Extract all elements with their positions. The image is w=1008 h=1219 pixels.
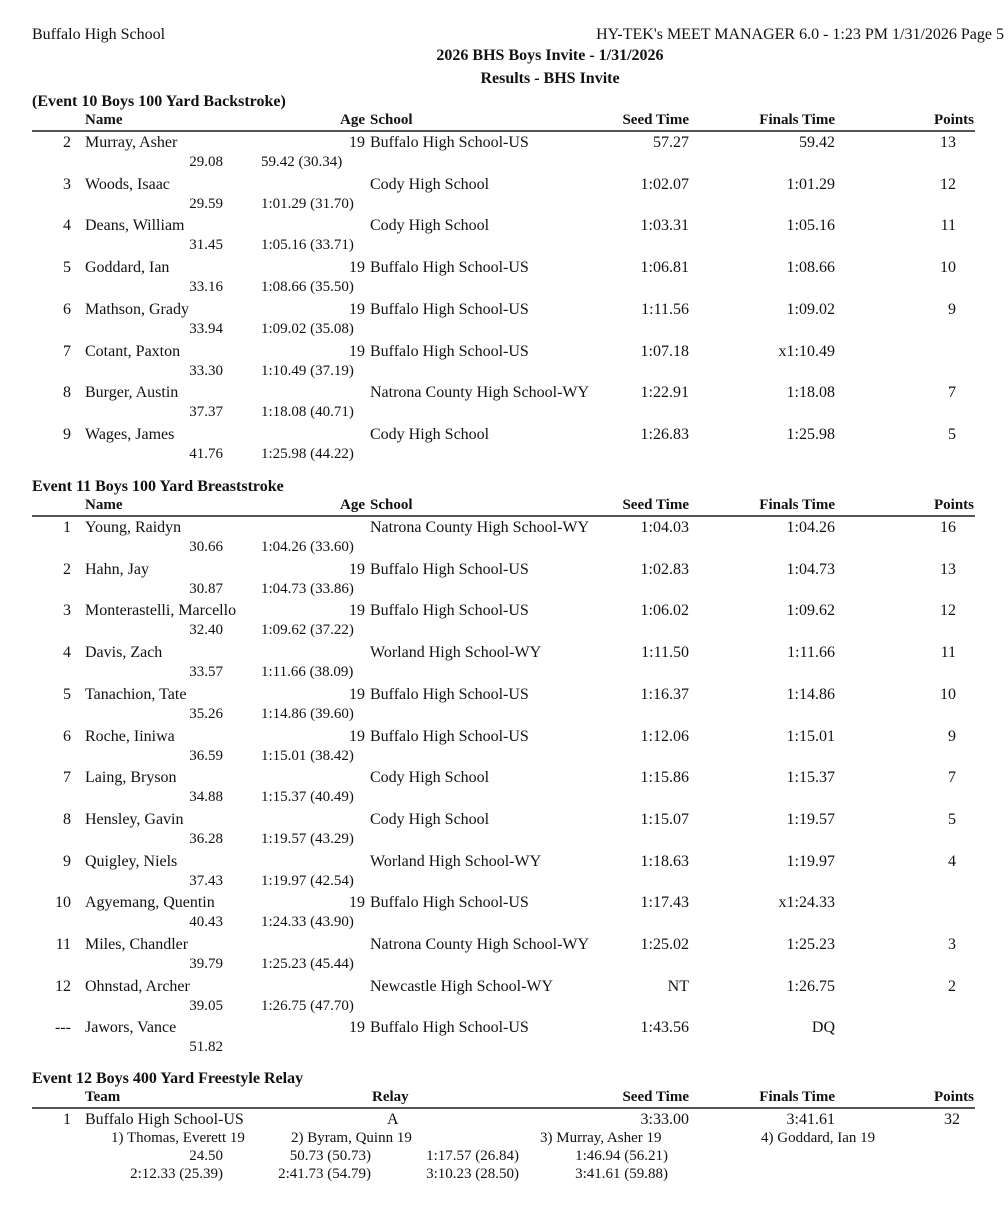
points: 11 (940, 644, 956, 662)
column-header-relay: Relay (372, 1089, 409, 1105)
relay-split: 1:46.94 (56.21) (575, 1148, 668, 1164)
seed-time: 1:06.02 (640, 602, 689, 620)
school: Buffalo High School-US (370, 894, 529, 912)
relay-split: 50.73 (50.73) (289, 1148, 371, 1164)
split-1: 40.43 (189, 914, 223, 931)
split-2: 1:05.16 (33.71) (261, 237, 354, 254)
finals-time: 1:15.01 (786, 727, 835, 745)
place: 1 (63, 519, 71, 536)
points: 7 (948, 769, 956, 787)
school: Buffalo High School-US (370, 300, 529, 318)
seed-time: 1:07.18 (640, 342, 689, 360)
seed-time: 1:15.86 (640, 769, 689, 787)
school: Buffalo High School-US (370, 134, 529, 151)
column-header-points: Points (933, 497, 974, 513)
relay-split: 2:12.33 (25.39) (130, 1166, 223, 1182)
finals-time: 1:19.57 (786, 810, 835, 828)
place: 8 (63, 810, 71, 828)
swimmer-name: Miles, Chandler (85, 936, 189, 953)
swimmer-name: Wages, James (85, 425, 175, 443)
swimmer-name: Ohnstad, Archer (85, 977, 190, 995)
column-header-school: School (370, 112, 413, 128)
place: 2 (63, 560, 71, 578)
place: 4 (63, 644, 71, 662)
seed-time: NT (667, 977, 689, 995)
split-2: 1:01.29 (31.70) (261, 195, 354, 212)
school: Cody High School (370, 810, 490, 828)
finals-time: 1:25.98 (786, 425, 835, 443)
header-divider (32, 1107, 975, 1109)
event-title: Event 12 Boys 400 Yard Freestyle Relay (32, 1070, 304, 1087)
school: Buffalo High School-US (370, 727, 529, 745)
points: 5 (948, 810, 956, 828)
school: Cody High School (370, 175, 490, 193)
place: 7 (63, 342, 71, 360)
place: 2 (63, 134, 71, 151)
swimmer-name: Tanachion, Tate (85, 685, 187, 703)
seed-time: 1:18.63 (640, 852, 689, 870)
points: 10 (940, 259, 956, 277)
age: 19 (349, 259, 365, 277)
seed-time: 1:11.50 (641, 644, 689, 662)
split-1: 37.37 (189, 404, 223, 421)
finals-time: 3:41.61 (786, 1111, 835, 1128)
age: 19 (349, 342, 365, 360)
age: 19 (349, 894, 365, 912)
relay-swimmer: 1) Thomas, Everett 19 (111, 1130, 245, 1146)
points: 4 (948, 852, 956, 870)
seed-time: 1:04.03 (640, 519, 689, 536)
seed-time: 1:02.83 (640, 560, 689, 578)
school: Natrona County High School-WY (370, 384, 590, 402)
swimmer-name: Hahn, Jay (85, 560, 149, 578)
place: --- (55, 1019, 71, 1037)
seed-time: 1:25.02 (640, 936, 689, 953)
points: 9 (948, 300, 956, 318)
place: 9 (63, 425, 71, 443)
place: 5 (63, 259, 71, 277)
swimmer-name: Quigley, Niels (85, 852, 178, 870)
swimmer-name: Roche, Iiniwa (85, 727, 175, 745)
swimmer-name: Young, Raidyn (85, 519, 182, 536)
points: 9 (948, 727, 956, 745)
swimmer-name: Goddard, Ian (85, 259, 170, 277)
age: 19 (349, 685, 365, 703)
split-1: 33.57 (189, 664, 223, 681)
split-2: 1:04.26 (33.60) (261, 539, 354, 555)
split-1: 29.59 (189, 195, 223, 212)
column-header-name: Name (85, 112, 123, 128)
split-1: 33.16 (189, 279, 223, 296)
place: 5 (63, 685, 71, 703)
school: Natrona County High School-WY (370, 519, 590, 536)
swimmer-name: Agyemang, Quentin (85, 894, 215, 912)
relay-swimmer: 4) Goddard, Ian 19 (761, 1130, 876, 1146)
swimmer-name: Monterastelli, Marcello (85, 602, 237, 620)
finals-time: 1:09.62 (786, 602, 835, 620)
header-divider (32, 130, 975, 132)
seed-time: 1:03.31 (640, 217, 689, 235)
points: 3 (948, 936, 956, 953)
split-1: 39.05 (189, 997, 223, 1014)
seed-time: 1:17.43 (640, 894, 689, 912)
split-1: 41.76 (189, 445, 223, 462)
column-header-school: School (370, 497, 413, 513)
split-1: 51.82 (189, 1039, 223, 1056)
age: 19 (349, 300, 365, 318)
split-1: 37.43 (189, 872, 223, 889)
seed-time: 57.27 (653, 134, 689, 151)
split-2: 1:08.66 (35.50) (261, 279, 354, 296)
age: 19 (349, 134, 365, 151)
header-software: HY-TEK's MEET MANAGER 6.0 - 1:23 PM 1/31/2026 Page 5 (596, 26, 1004, 43)
split-2: 1:09.02 (35.08) (261, 320, 354, 337)
team-name: Buffalo High School-US (85, 1111, 244, 1128)
seed-time: 1:15.07 (640, 810, 689, 828)
school: Buffalo High School-US (370, 259, 529, 277)
results-subtitle: Results - BHS Invite (480, 70, 620, 87)
points: 13 (940, 560, 956, 578)
swimmer-name: Cotant, Paxton (85, 342, 181, 360)
finals-time: 1:18.08 (786, 384, 835, 402)
finals-time: x1:10.49 (778, 342, 835, 360)
relay-split: 24.50 (189, 1148, 223, 1164)
relay-split: 2:41.73 (54.79) (278, 1166, 371, 1182)
seed-time: 1:26.83 (640, 425, 689, 443)
finals-time: 1:08.66 (786, 259, 835, 277)
split-2: 1:26.75 (47.70) (261, 997, 354, 1014)
relay-split: 1:17.57 (26.84) (426, 1148, 519, 1164)
place: 10 (55, 894, 71, 912)
swimmer-name: Deans, William (85, 217, 185, 235)
split-2: 1:18.08 (40.71) (261, 404, 354, 421)
meet-title: 2026 BHS Boys Invite - 1/31/2026 (436, 47, 664, 64)
split-2: 59.42 (30.34) (261, 154, 343, 170)
split-1: 36.59 (189, 747, 223, 764)
split-1: 34.88 (189, 789, 223, 806)
school: Cody High School (370, 425, 490, 443)
school: Cody High School (370, 217, 490, 235)
school: Worland High School-WY (370, 852, 542, 870)
column-header-name: Name (85, 497, 123, 513)
split-1: 32.40 (189, 622, 223, 639)
school: Buffalo High School-US (370, 560, 529, 578)
school: Buffalo High School-US (370, 342, 529, 360)
age: 19 (349, 560, 365, 578)
place: 3 (63, 175, 71, 193)
seed-time: 3:33.00 (640, 1111, 689, 1128)
relay-letter: A (387, 1111, 399, 1128)
points: 2 (948, 977, 956, 995)
split-1: 30.87 (189, 580, 223, 597)
points: 13 (940, 134, 956, 151)
column-header-seed-time: Seed Time (622, 112, 689, 128)
finals-time: 1:04.73 (786, 560, 835, 578)
swimmer-name: Jawors, Vance (85, 1019, 177, 1037)
school: Natrona County High School-WY (370, 936, 590, 953)
age: 19 (349, 602, 365, 620)
seed-time: 1:11.56 (641, 300, 689, 318)
school: Buffalo High School-US (370, 602, 529, 620)
column-header-team: Team (85, 1089, 121, 1105)
points: 10 (940, 685, 956, 703)
split-2: 1:15.01 (38.42) (261, 747, 354, 764)
swimmer-name: Davis, Zach (85, 644, 163, 662)
split-2: 1:19.57 (43.29) (261, 830, 354, 847)
place: 6 (63, 300, 71, 318)
event-title: (Event 10 Boys 100 Yard Backstroke) (32, 93, 286, 110)
event-title: Event 11 Boys 100 Yard Breaststroke (32, 478, 284, 495)
place: 6 (63, 727, 71, 745)
column-header-finals-time: Finals Time (759, 112, 835, 128)
split-1: 30.66 (189, 539, 223, 555)
column-header-seed-time: Seed Time (622, 1089, 689, 1105)
points: 12 (940, 175, 956, 193)
relay-swimmer: 3) Murray, Asher 19 (540, 1130, 662, 1146)
finals-time: 1:15.37 (786, 769, 835, 787)
relay-split: 3:10.23 (28.50) (426, 1166, 519, 1182)
split-1: 39.79 (189, 956, 223, 972)
split-1: 33.30 (189, 362, 223, 379)
points: 5 (948, 425, 956, 443)
place: 9 (63, 852, 71, 870)
age: 19 (349, 1019, 365, 1037)
split-2: 1:24.33 (43.90) (261, 914, 354, 931)
relay-split: 3:41.61 (59.88) (575, 1166, 668, 1182)
column-header-points: Points (933, 1089, 974, 1105)
split-2: 1:25.98 (44.22) (261, 445, 354, 462)
split-2: 1:14.86 (39.60) (261, 705, 354, 722)
column-header-points: Points (933, 112, 974, 128)
school: Newcastle High School-WY (370, 977, 554, 995)
split-2: 1:09.62 (37.22) (261, 622, 354, 639)
place: 8 (63, 384, 71, 402)
split-2: 1:25.23 (45.44) (261, 956, 354, 972)
school: Worland High School-WY (370, 644, 542, 662)
swimmer-name: Murray, Asher (85, 134, 178, 151)
finals-time: 1:26.75 (786, 977, 835, 995)
seed-time: 1:02.07 (640, 175, 689, 193)
school: Buffalo High School-US (370, 685, 529, 703)
seed-time: 1:12.06 (640, 727, 689, 745)
finals-time: 1:11.66 (787, 644, 835, 662)
column-header-age: Age (340, 497, 365, 513)
finals-time: DQ (811, 1019, 835, 1037)
school: Cody High School (370, 769, 490, 787)
place: 11 (55, 936, 71, 953)
finals-time: 1:05.16 (786, 217, 835, 235)
split-2: 1:10.49 (37.19) (261, 362, 354, 379)
swimmer-name: Hensley, Gavin (85, 810, 184, 828)
split-1: 31.45 (189, 237, 223, 254)
place: 3 (63, 602, 71, 620)
split-1: 36.28 (189, 830, 223, 847)
points: 11 (940, 217, 956, 235)
column-header-finals-time: Finals Time (759, 497, 835, 513)
finals-time: 1:04.26 (786, 519, 835, 536)
relay-swimmer: 2) Byram, Quinn 19 (291, 1130, 412, 1146)
finals-time: 1:01.29 (786, 175, 835, 193)
split-2: 1:15.37 (40.49) (261, 789, 354, 806)
finals-time: x1:24.33 (778, 894, 835, 912)
place: 4 (63, 217, 71, 235)
finals-time: 1:25.23 (786, 936, 835, 953)
swimmer-name: Woods, Isaac (85, 175, 170, 193)
seed-time: 1:43.56 (640, 1019, 689, 1037)
split-1: 33.94 (189, 320, 223, 337)
finals-time: 1:14.86 (786, 685, 835, 703)
points: 12 (940, 602, 956, 620)
column-header-seed-time: Seed Time (622, 497, 689, 513)
seed-time: 1:22.91 (640, 384, 689, 402)
header-org: Buffalo High School (32, 26, 166, 43)
seed-time: 1:16.37 (640, 685, 689, 703)
swimmer-name: Burger, Austin (85, 384, 179, 402)
points: 16 (940, 519, 956, 536)
column-header-age: Age (340, 112, 365, 128)
points: 7 (948, 384, 956, 402)
swimmer-name: Mathson, Grady (85, 300, 189, 318)
split-1: 29.08 (189, 154, 223, 170)
header-divider (32, 515, 975, 517)
split-1: 35.26 (189, 705, 223, 722)
place: 7 (63, 769, 71, 787)
split-2: 1:19.97 (42.54) (261, 872, 354, 889)
split-2: 1:11.66 (38.09) (261, 664, 354, 681)
points: 32 (944, 1111, 960, 1128)
finals-time: 1:09.02 (786, 300, 835, 318)
finals-time: 59.42 (799, 134, 835, 151)
seed-time: 1:06.81 (640, 259, 689, 277)
place: 1 (63, 1111, 71, 1128)
split-2: 1:04.73 (33.86) (261, 580, 354, 597)
swimmer-name: Laing, Bryson (85, 769, 177, 787)
age: 19 (349, 727, 365, 745)
finals-time: 1:19.97 (786, 852, 835, 870)
school: Buffalo High School-US (370, 1019, 529, 1037)
place: 12 (55, 977, 71, 995)
column-header-finals-time: Finals Time (759, 1089, 835, 1105)
